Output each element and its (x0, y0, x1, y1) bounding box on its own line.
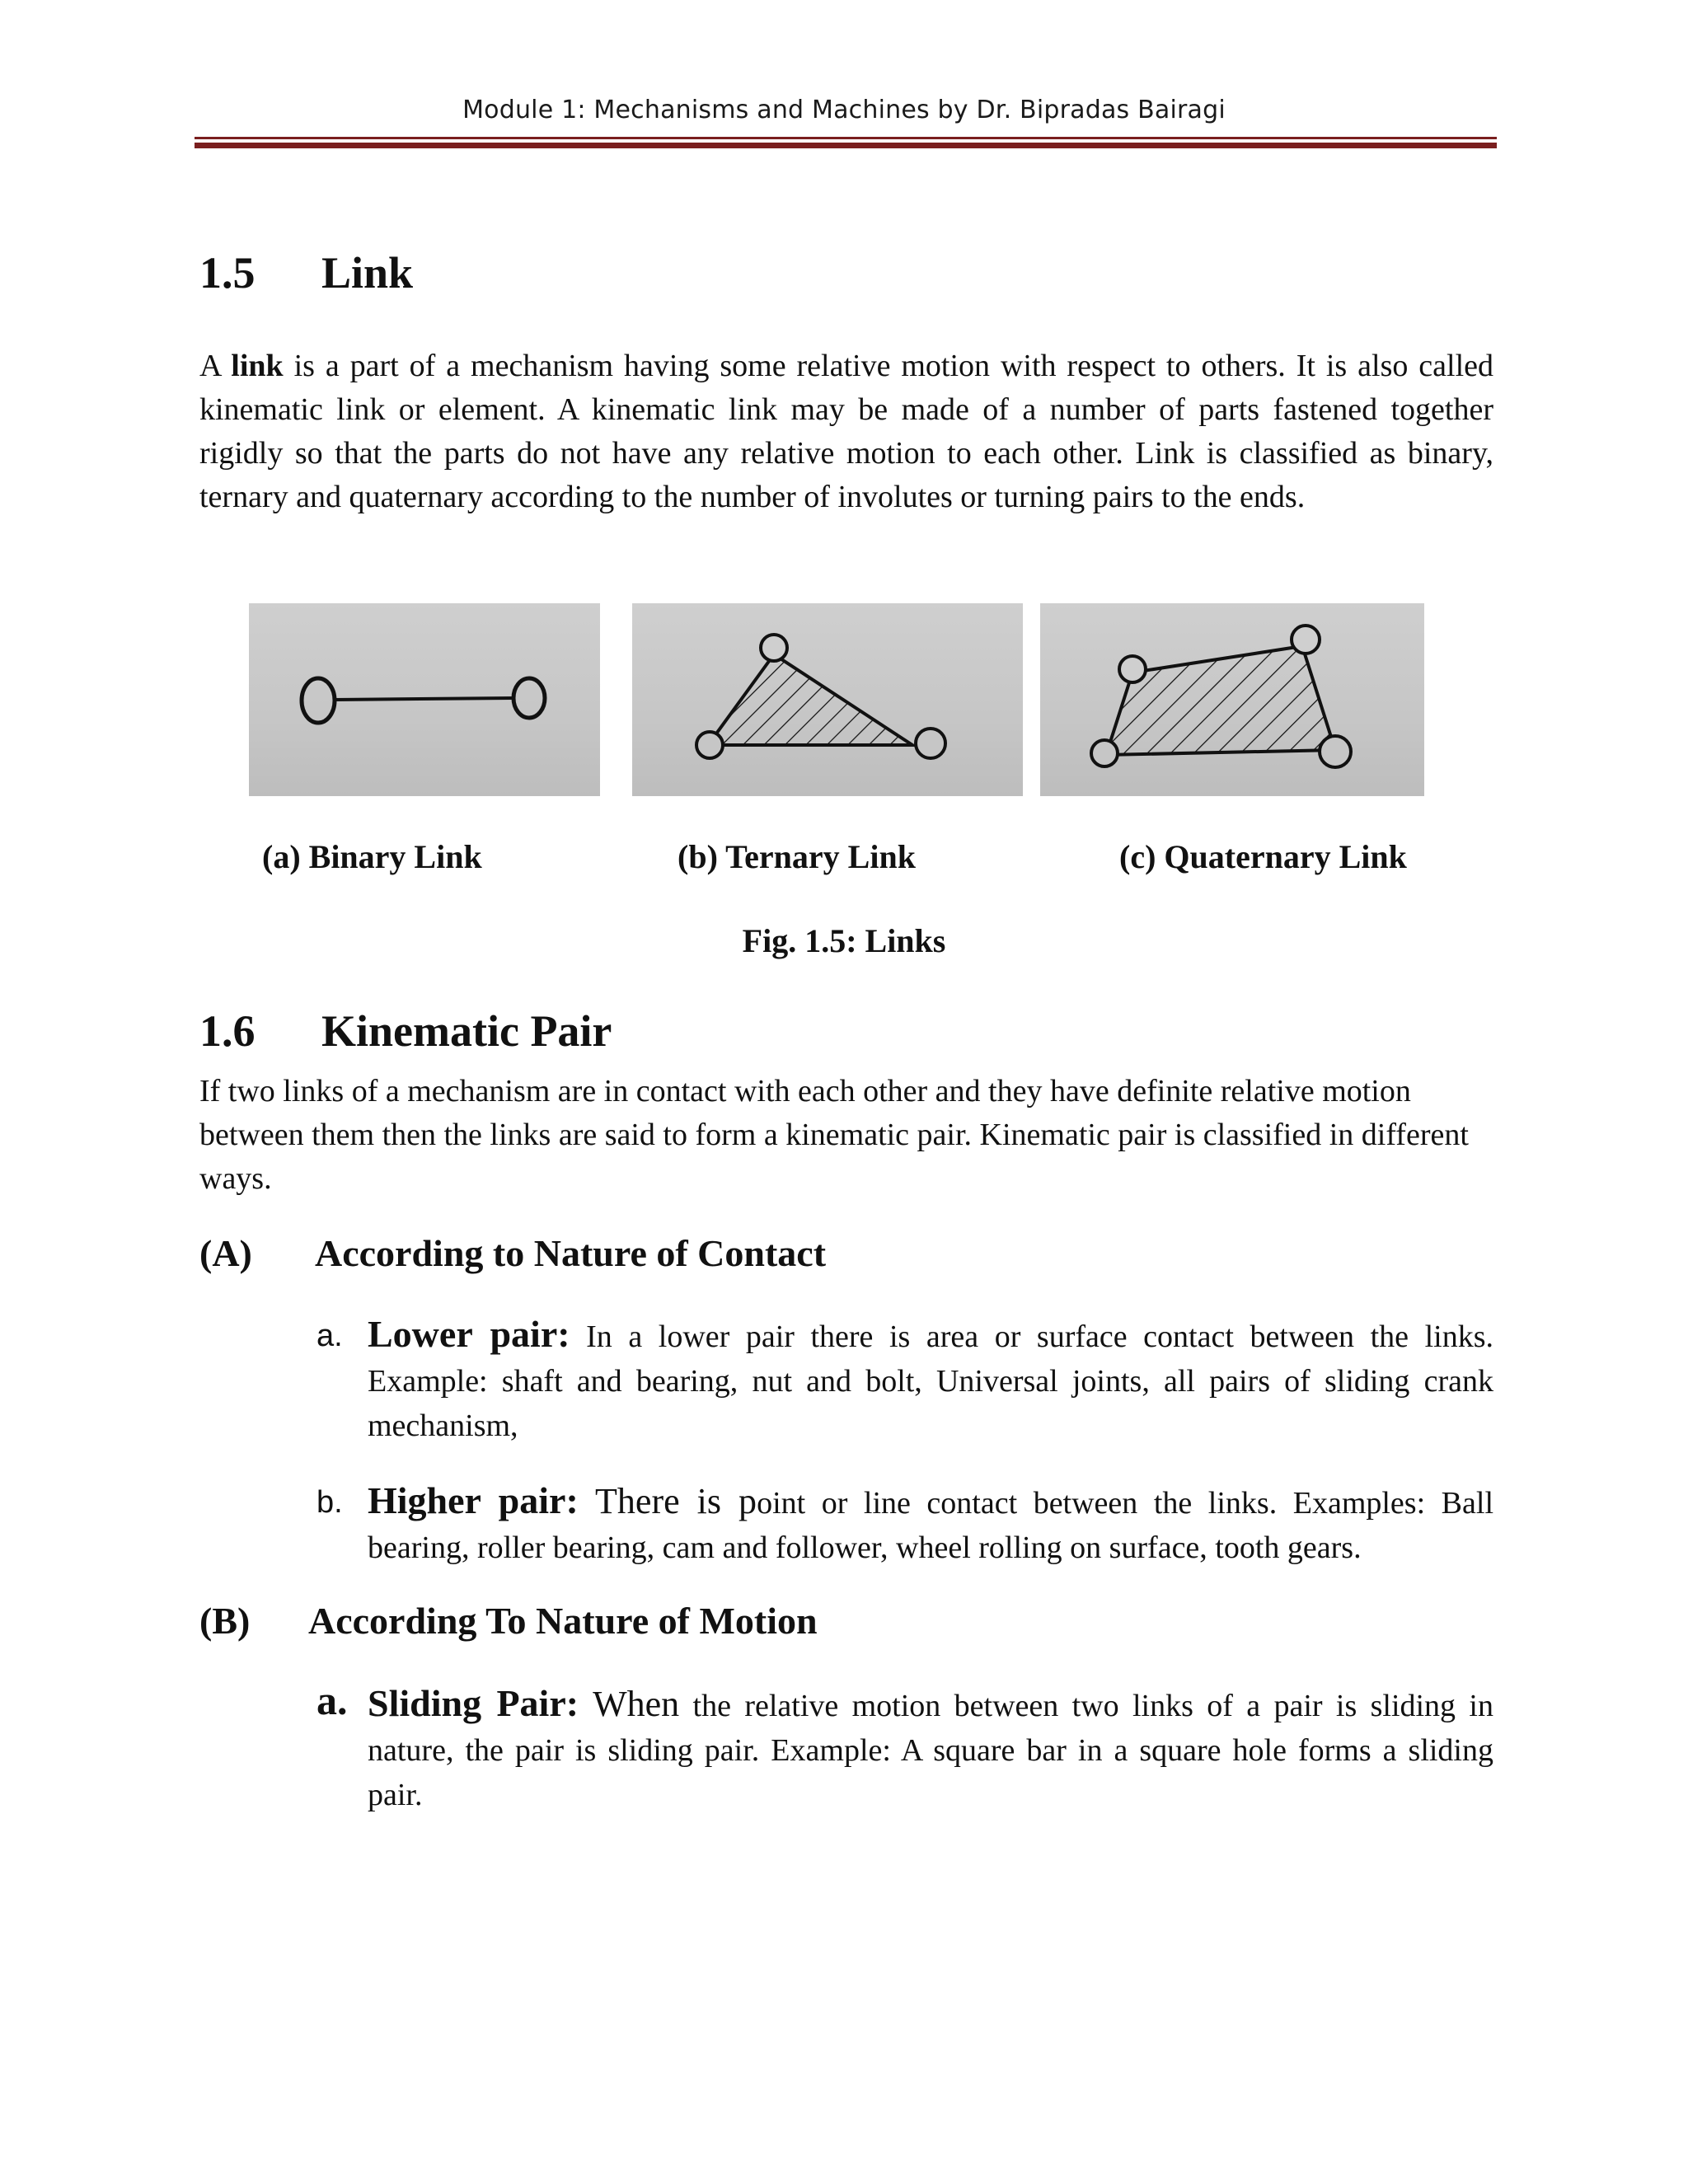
item-text: In a lower pair there is area or surface contact between the links. Example: shaft and bearing, nut and bolt, Universal joints, all pairs of sliding crank mechanism, (368, 1319, 1493, 1443)
para-text: is a part of a mechanism having some relative motion with respect to others. It is also called kinematic link or element. A kinematic link may be made of a number of parts fastened together rigidly so that the parts do not have any relative motion to each other. Link is classified as binary, ternary and quaternary according to the number of involutes or turning pairs to the ends. (199, 349, 1493, 514)
kinematic-pair-paragraph: If two links of a mechanism are in contact with each other and they have definite relative motion between them then the links are said to form a kinematic pair. Kinematic pair is classified in different ways. (199, 1074, 1469, 1196)
caption-ternary: (b) Ternary Link (678, 838, 916, 875)
section-title: Link (321, 248, 414, 298)
quaternary-link-image (1040, 603, 1424, 796)
term-higher-pair: Higher pair: (368, 1479, 579, 1521)
list-marker: a. (316, 1319, 343, 1353)
group-a-heading (199, 1231, 826, 1275)
section-heading-link (199, 247, 413, 298)
group-number: (B) (199, 1600, 251, 1642)
section-title: Kinematic Pair (321, 1006, 612, 1056)
group-title: According To Nature of Motion (308, 1600, 818, 1642)
para-bold-term: link (231, 349, 284, 383)
section-heading-kinematic-pair (199, 1005, 612, 1057)
list-item-lower-pair (316, 1312, 1493, 1448)
item-text: oint or line contact between the links. Examples: Ball bearing, roller bearing, cam and follower, wheel rolling on surface, tooth gears. (368, 1486, 1494, 1565)
item-lead: When (579, 1684, 680, 1724)
term-sliding-pair: Sliding Pair: (368, 1682, 579, 1724)
para-text: A (199, 349, 232, 383)
list-marker: a. (316, 1677, 348, 1723)
caption-binary: (a) Binary Link (262, 838, 482, 875)
ternary-link-image (632, 603, 1023, 796)
group-title: According to Nature of Contact (315, 1232, 827, 1274)
list-item-sliding-pair (316, 1677, 1493, 1817)
header-rule-thick (195, 143, 1497, 148)
group-number: (A) (199, 1232, 252, 1274)
link-paragraph (199, 344, 1493, 519)
running-header: Module 1: Mechanisms and Machines by Dr. Bipradas Bairagi (462, 96, 1226, 124)
figure-title: Fig. 1.5: Links (742, 922, 946, 959)
header-rule-thin (195, 137, 1497, 139)
list-marker: b. (316, 1485, 343, 1520)
group-b-heading (199, 1599, 818, 1643)
term-lower-pair: Lower pair: (368, 1313, 570, 1355)
binary-link-image (249, 603, 600, 796)
item-text: the relative motion between two links of a pair is sliding in nature, the pair is sliding pair. Example: A square bar in a square hole forms a sliding pair. (368, 1689, 1493, 1812)
section-number: 1.6 (199, 1006, 256, 1056)
item-lead: There is p (578, 1481, 757, 1521)
list-item-higher-pair (316, 1479, 1493, 1570)
section-number: 1.5 (199, 248, 256, 298)
caption-quaternary: (c) Quaternary Link (1119, 838, 1407, 875)
